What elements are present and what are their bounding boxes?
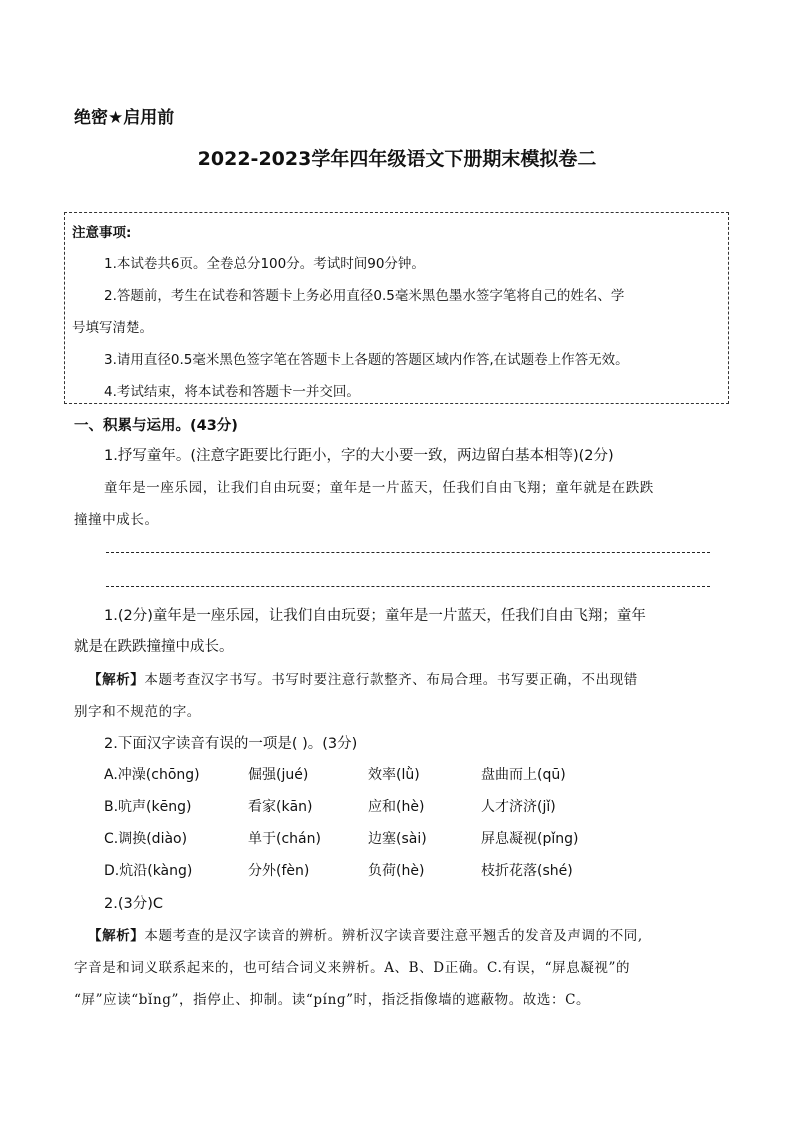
exam-title: 2022-2023学年四年级语文下册期末模拟卷二	[197, 148, 597, 170]
option-item: D.炕沿(kàng)	[104, 863, 193, 879]
notice-item: 1.本试卷共6页。全卷总分100分。考试时间90分钟。	[104, 256, 425, 272]
answer-writing-line[interactable]	[106, 586, 710, 587]
confidential-mark: 绝密★启用前	[74, 108, 175, 128]
question-1-passage: 撞撞中成长。	[74, 512, 159, 528]
question-2-answer: 2.(3分)C	[104, 896, 163, 912]
option-item: B.吭声(kēng)	[104, 799, 192, 815]
analysis-tag: 【解析】	[88, 928, 145, 944]
question-2-analysis: “屏”应读“bǐng”，指停止、抑制。读“pínɡ”时，指泛指像墙的遮蔽物。故选：C。	[74, 992, 591, 1008]
notice-box	[64, 212, 729, 404]
option-item: 人才济济(jǐ)	[481, 799, 556, 815]
notice-item: 4.考试结束，将本试卷和答题卡一并交回。	[104, 384, 360, 400]
option-item: 负荷(hè)	[368, 863, 425, 879]
notice-heading: 注意事项:	[72, 225, 132, 241]
question-1-answer: 就是在跌跌撞撞中成长。	[74, 639, 234, 655]
option-item: 盘曲而上(qū)	[481, 767, 566, 783]
option-item: 边塞(sài)	[368, 831, 427, 847]
analysis-tag: 【解析】	[88, 672, 145, 688]
option-item: 应和(hè)	[368, 799, 425, 815]
question-2-prompt: 2.下面汉字读音有误的一项是( )。(3分)	[104, 736, 358, 752]
question-1-analysis: 别字和不规范的字。	[74, 704, 201, 720]
option-item: 屏息凝视(pǐng)	[481, 831, 579, 847]
option-item: 单于(chán)	[248, 831, 321, 847]
question-2-analysis	[88, 924, 643, 944]
notice-item: 3.请用直径0.5毫米黑色签字笔在答题卡上各题的答题区域内作答,在试题卷上作答无效。	[104, 352, 629, 368]
option-item: C.调换(diào)	[104, 831, 188, 847]
question-1-passage: 童年是一座乐园，让我们自由玩耍；童年是一片蓝天，任我们自由飞翔；童年就是在跌跌	[104, 480, 654, 496]
option-item: 倔强(jué)	[248, 767, 309, 783]
option-item: 效率(lǜ)	[368, 767, 420, 783]
option-item: A.冲澡(chōng)	[104, 767, 200, 783]
section-heading: 一、积累与运用。(43分)	[74, 418, 238, 434]
question-2-analysis: 字音是和词义联系起来的，也可结合词义来辨析。A、B、D正确。C.有误，“屏息凝视”的	[74, 960, 631, 976]
analysis-text: 本题考查汉字书写。书写时要注意行款整齐、布局合理。书写要正确，不出现错	[144, 672, 638, 688]
notice-item: 2.答题前，考生在试卷和答题卡上务必用直径0.5毫米黑色墨水签字笔将自己的姓名、学	[104, 288, 625, 304]
question-1-answer: 1.(2分)童年是一座乐园，让我们自由玩耍；童年是一片蓝天，任我们自由飞翔；童年	[104, 608, 646, 624]
notice-item: 号填写清楚。	[72, 320, 153, 336]
answer-writing-line[interactable]	[106, 552, 710, 553]
option-item: 分外(fèn)	[248, 863, 310, 879]
question-1-prompt: 1.抒写童年。(注意字距要比行距小，字的大小要一致，两边留白基本相等)(2分)	[104, 448, 614, 464]
question-1-analysis	[88, 668, 638, 688]
option-item: 看家(kān)	[248, 799, 313, 815]
analysis-text: 本题考查的是汉字读音的辨析。辨析汉字读音要注意平翘舌的发音及声调的不同,	[144, 928, 643, 944]
option-item: 枝折花落(shé)	[481, 863, 573, 879]
